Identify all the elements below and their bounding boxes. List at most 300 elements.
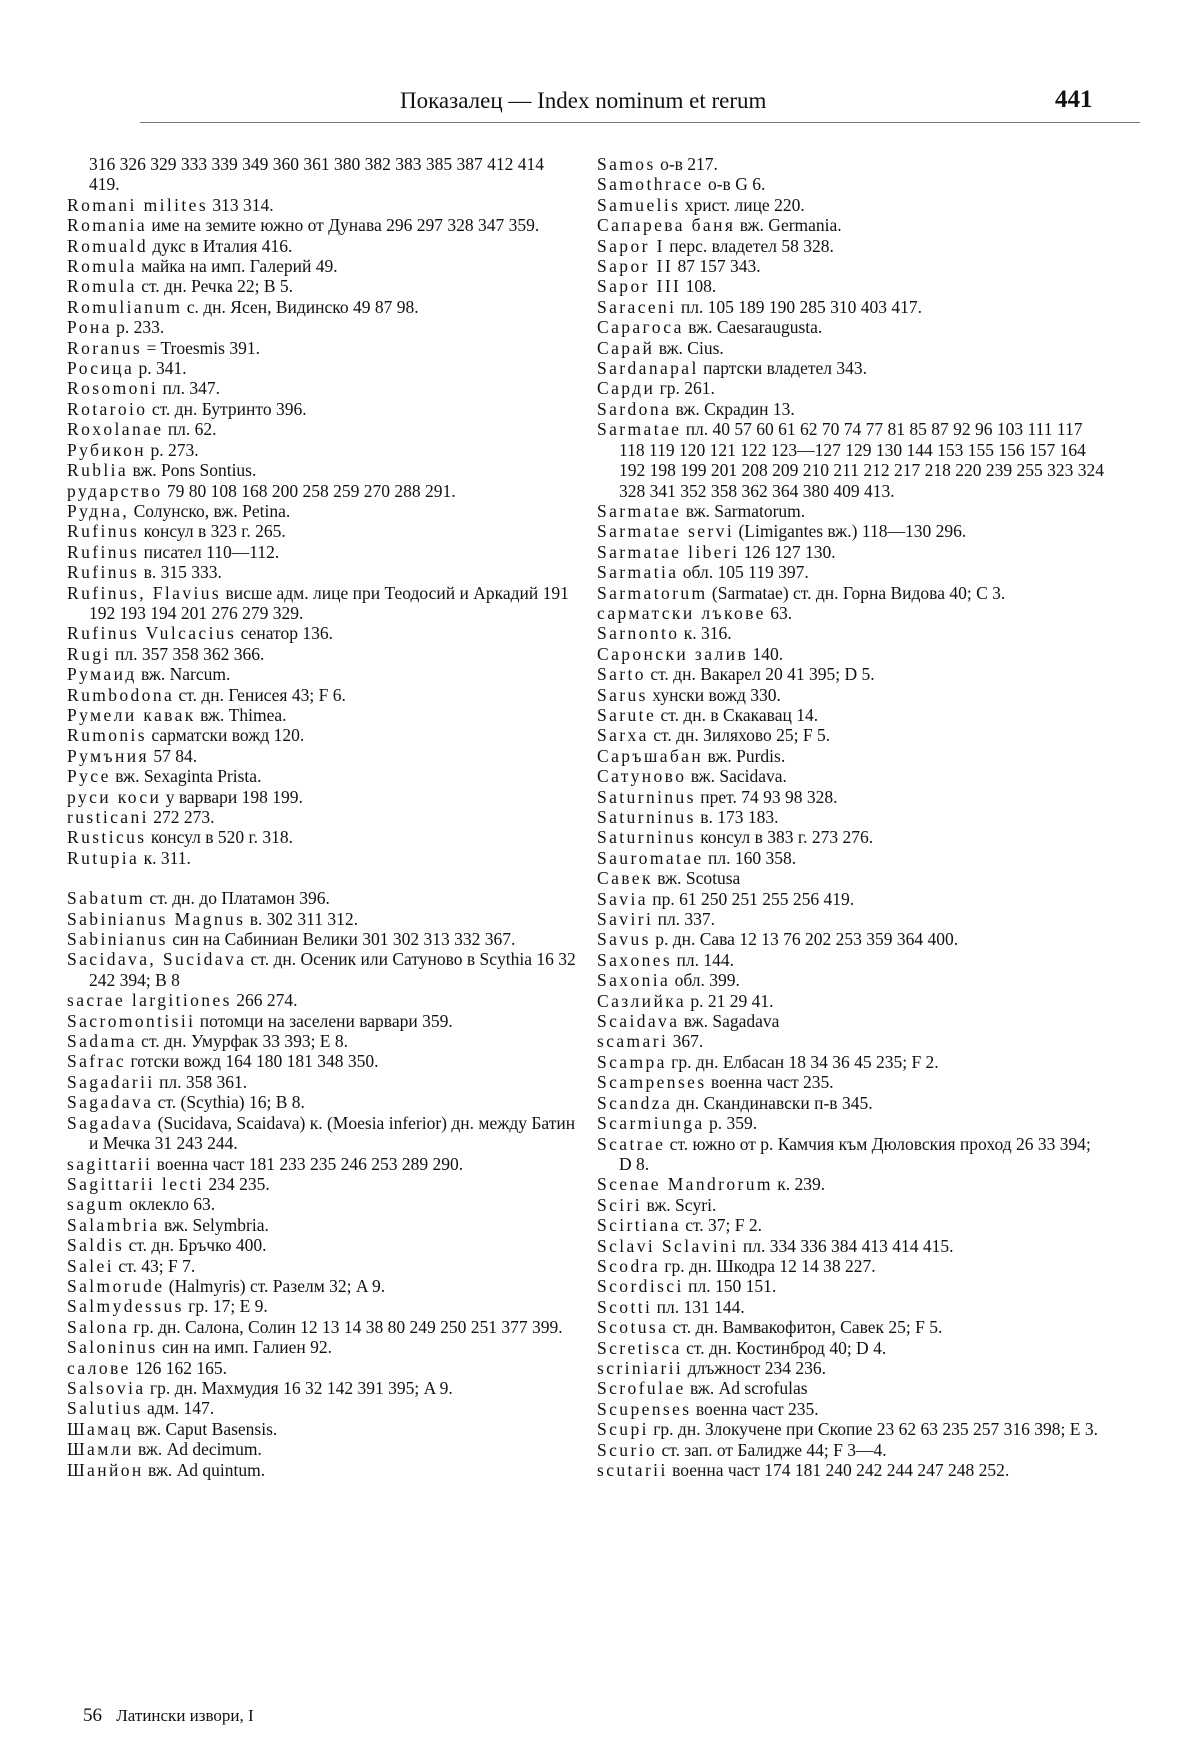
index-entry (67, 215, 577, 235)
index-entry (597, 542, 1107, 562)
entry-headword: Romania (67, 215, 147, 236)
index-entry (597, 215, 1107, 235)
entry-headword: Rufinus, Flavius (67, 582, 222, 603)
index-entry (597, 868, 1107, 888)
entry-text: пл. 105 189 190 285 310 403 417. (680, 296, 923, 317)
index-entry (597, 1460, 1107, 1480)
entry-headword: Romulianum (67, 296, 183, 317)
entry-text: 126 162 165. (135, 1357, 227, 1378)
index-entry (597, 1174, 1107, 1194)
entry-text: р. 359. (708, 1113, 758, 1134)
entry-headword: Рона (67, 317, 112, 338)
entry-headword: Rugi (67, 643, 111, 664)
entry-text: вж. Thimea. (200, 704, 287, 725)
entry-text: ст. дн. до Платамон 396. (149, 888, 330, 909)
entry-text: ст. дн. Осеник или Сатуново в Scythia 16 32 242 394; B 8 (89, 949, 576, 990)
index-entry (67, 1092, 577, 1112)
entry-text: р. 341. (138, 358, 187, 379)
index-entry (597, 583, 1107, 603)
entry-text: вж. Ad scrofulas (690, 1378, 808, 1399)
index-entry (597, 1297, 1107, 1317)
entry-text: ст. дн. Зиляхово 25; F 5. (653, 725, 831, 746)
entry-headword: sagittarii (67, 1153, 153, 1174)
entry-text: ст. 43; F 7. (118, 1255, 196, 1276)
index-entry (597, 807, 1107, 827)
entry-text: вж. Germania. (739, 215, 842, 236)
entry-text: ст. зап. от Балидже 44; F 3—4. (661, 1439, 887, 1460)
entry-headword: Sapor III (597, 276, 682, 297)
entry-text: вж. Narcum. (141, 664, 231, 685)
index-entry (597, 970, 1107, 990)
entry-headword: Scenae Mandrorum (597, 1174, 773, 1195)
index-entry (67, 664, 577, 684)
entry-text: в. 173 183. (700, 807, 779, 827)
entry-text: сенатор 136. (240, 623, 333, 644)
entry-headword: Sardona (597, 398, 672, 419)
entry-headword: Sagittarii lecti (67, 1173, 205, 1194)
entry-text: пл. 144. (676, 949, 734, 970)
index-entry (67, 1460, 577, 1480)
entry-headword: Sapor II (597, 256, 674, 277)
entry-headword: Sapor I (597, 235, 665, 256)
index-entry (597, 1031, 1107, 1051)
entry-text: консул в 323 г. 265. (143, 521, 286, 542)
entry-text: пл. 347. (162, 378, 221, 399)
entry-headword: Saloninus (67, 1337, 158, 1358)
entry-headword: Salutius (67, 1398, 143, 1419)
entry-text: гр. дн. Махмудия 16 32 142 391 395; A 9. (149, 1377, 453, 1398)
index-entry (67, 746, 577, 766)
entry-text: р. 21 29 41. (690, 990, 774, 1011)
index-entry (67, 623, 577, 643)
index-entry (67, 705, 577, 725)
index-entry (67, 501, 577, 521)
entry-text: вж. Purdis. (707, 745, 786, 766)
entry-headword: Rufinus (67, 521, 140, 542)
running-title: Показалец — Index nominum et rerum (400, 88, 767, 113)
entry-headword: Samuelis (597, 194, 681, 215)
index-entry (67, 1051, 577, 1071)
index-entry (597, 1440, 1107, 1460)
entry-headword: Rublia (67, 460, 129, 481)
entry-text: гр. 17; E 9. (188, 1296, 268, 1317)
index-entry (67, 440, 577, 460)
entry-headword: Sagadava (67, 1112, 154, 1133)
entry-headword: Scampenses (597, 1072, 707, 1093)
entry-text: 316 326 329 333 339 349 360 361 380 382 383 385 387 412 414 419. (89, 154, 544, 195)
entry-headword: Sarmatae (597, 419, 682, 440)
entry-headword: Sabinianus Magnus (67, 908, 246, 929)
index-entry (597, 787, 1107, 807)
entry-text: длъжност 234 236. (687, 1357, 826, 1378)
entry-headword: Salsovia (67, 1377, 146, 1398)
entry-headword: Scotusa (597, 1317, 669, 1338)
entry-headword: Sclavi Sclavini (597, 1235, 739, 1256)
index-entry (597, 174, 1107, 194)
entry-text: пл. 40 57 60 61 62 70 74 77 81 85 87 92 96 103 111 117 118 119 120 121 122 123—127 129 130 144 153 155 156 157 164 192 198 199 201 208 209 210 211 212 217 218 220 239 255 323 324 328 341 352 358 362 364 380 409 413. (619, 419, 1104, 501)
entry-headword: Сарай (597, 337, 655, 358)
entry-headword: Rumbodona (67, 684, 175, 705)
entry-text: ст. дн. Костинброд 40; D 4. (686, 1337, 887, 1358)
entry-headword: Sabinianus (67, 929, 168, 950)
entry-headword: Saxones (597, 949, 673, 970)
index-column-right (597, 154, 1107, 1480)
index-entry (597, 256, 1107, 276)
entry-headword: Rotaroio (67, 398, 148, 419)
entry-headword: Sarnonto (597, 623, 680, 644)
entry-text: гр. 261. (659, 378, 715, 399)
entry-text: ст. дн. Вамвакофитон, Савек 25; F 5. (672, 1317, 943, 1338)
entry-headword: Шамац (67, 1418, 133, 1439)
entry-text: с. дн. Ясен, Видинско 49 87 98. (186, 296, 419, 317)
entry-headword: Сазлийка (597, 990, 687, 1011)
entry-text: пл. 131 144. (656, 1296, 745, 1317)
index-entry (67, 1011, 577, 1031)
index-entry (67, 460, 577, 480)
index-entry (67, 685, 577, 705)
index-entry (597, 766, 1107, 786)
entry-headword: Сапарева баня (597, 215, 736, 236)
entry-text: вж. Sarmatorum. (685, 500, 806, 521)
entry-headword: Рубикон (67, 439, 147, 460)
entry-headword: Scurio (597, 1439, 658, 1460)
index-entry (67, 1358, 577, 1378)
entry-headword: Саронски залив (597, 643, 749, 664)
entry-headword: Salona (67, 1316, 130, 1337)
entry-headword: Saviri (597, 909, 654, 930)
entry-headword: rusticani (67, 807, 149, 827)
header-rule (140, 122, 1140, 123)
entry-headword: Sciri (597, 1194, 643, 1215)
index-entry (67, 1215, 577, 1235)
entry-text: ст. дн. Бръчко 400. (128, 1235, 267, 1256)
index-entry (597, 501, 1107, 521)
entry-text: име на земите южно от Дунава 296 297 328 347 359. (151, 215, 540, 236)
entry-text: вж. Ad quintum. (148, 1459, 266, 1480)
entry-text: о-в 217. (660, 154, 718, 174)
entry-headword: Саръшабан (597, 745, 704, 766)
index-entry (67, 358, 577, 378)
entry-headword: Safrac (67, 1051, 127, 1072)
index-entry (597, 644, 1107, 664)
entry-headword: Scotti (597, 1296, 653, 1317)
entry-text: 367. (672, 1031, 704, 1052)
index-entry (67, 1398, 577, 1418)
index-entry (67, 317, 577, 337)
entry-text: р. дн. Сава 12 13 76 202 253 359 364 400. (655, 929, 959, 950)
entry-text: р. 273. (150, 439, 199, 460)
index-entry (67, 542, 577, 562)
entry-headword: sagum (67, 1194, 125, 1215)
entry-text: прет. 74 93 98 328. (700, 786, 838, 807)
entry-headword: Rufinus (67, 541, 140, 562)
index-entry (67, 1256, 577, 1276)
entry-headword: Sauromatae (597, 847, 704, 868)
entry-text: к. 311. (143, 847, 191, 868)
entry-headword: Сарагоса (597, 317, 684, 338)
entry-text: гр. дн. Елбасан 18 34 36 45 235; F 2. (671, 1051, 939, 1072)
index-entry (67, 338, 577, 358)
index-entry (67, 276, 577, 296)
entry-headword: Sabatum (67, 888, 146, 909)
index-entry (597, 1052, 1107, 1072)
entry-headword: Saturninus (597, 827, 696, 848)
entry-text: ст. (Scythia) 16; B 8. (157, 1092, 305, 1113)
entry-headword: Шанйон (67, 1459, 144, 1480)
index-entry (67, 1337, 577, 1357)
entry-text: пл. 150 151. (688, 1276, 777, 1297)
entry-headword: Scirtiana (597, 1215, 681, 1236)
entry-text: к. 316. (683, 623, 732, 644)
index-entry (597, 1378, 1107, 1398)
entry-text: вж. Sagadava (683, 1011, 780, 1032)
entry-headword: салове (67, 1357, 131, 1378)
entry-headword: Scarmiunga (597, 1113, 705, 1134)
entry-headword: Рудна, (67, 500, 130, 521)
index-entry (597, 929, 1107, 949)
entry-headword: Savus (597, 929, 651, 950)
entry-headword: Roxolanae (67, 419, 164, 440)
index-entry (597, 297, 1107, 317)
entry-headword: Scandza (597, 1092, 673, 1113)
entry-text: вж. Скрадин 13. (675, 398, 795, 419)
entry-headword: Salambria (67, 1214, 160, 1235)
entry-text: ст. дн. Умурфак 33 393; E 8. (141, 1031, 349, 1052)
index-entry (597, 1134, 1107, 1175)
entry-headword: Rutupia (67, 847, 140, 868)
index-entry (597, 378, 1107, 398)
entry-text: дн. Скандинавски п-в 345. (676, 1092, 873, 1113)
entry-text: дукс в Италия 416. (152, 235, 293, 256)
index-entry (597, 664, 1107, 684)
entry-headword: Sardanapal (597, 358, 699, 379)
entry-headword: scutarii (597, 1460, 668, 1480)
index-entry (597, 1399, 1107, 1419)
entry-text: пл. 334 336 384 413 414 415. (742, 1235, 954, 1256)
entry-text: пл. 337. (657, 909, 716, 930)
signature-number: 56 (83, 1705, 102, 1726)
entry-text: вж. Caesaraugusta. (688, 317, 823, 338)
entry-text: пл. 358 361. (159, 1071, 248, 1092)
index-entry (597, 705, 1107, 725)
entry-text: писател 110—112. (143, 541, 280, 562)
index-entry (67, 583, 577, 624)
entry-text: р. 233. (116, 317, 165, 338)
index-entry (67, 888, 577, 908)
index-entry (597, 889, 1107, 909)
entry-text: пл. 160 358. (707, 847, 797, 868)
index-entry (597, 1093, 1107, 1113)
entry-headword: Sarto (597, 664, 646, 685)
index-entry (597, 1236, 1107, 1256)
index-entry (67, 1174, 577, 1194)
entry-headword: scamari (597, 1031, 669, 1052)
entry-headword: sacrae largitiones (67, 990, 232, 1011)
entry-headword: Sarmatorum (597, 582, 708, 603)
entry-headword: Romula (67, 256, 137, 277)
entry-text: военна част 235. (695, 1398, 819, 1419)
entry-headword: Румъния (67, 745, 149, 766)
index-entry (597, 991, 1107, 1011)
index-entry (597, 317, 1107, 337)
entry-headword: Sarmatae liberi (597, 541, 740, 562)
entry-text: потомци на заселени варвари 359. (199, 1010, 453, 1031)
entry-text: (Sucidava, Scaidava) к. (Moesia inferior) дн. между Батин и Мечка 31 243 244. (89, 1112, 576, 1154)
index-entry (597, 950, 1107, 970)
index-entry (67, 399, 577, 419)
index-entry (67, 195, 577, 215)
entry-headword: Савек (597, 868, 653, 889)
index-entry (67, 1072, 577, 1092)
entry-text: вж. Caput Basensis. (136, 1418, 278, 1439)
index-entry (597, 399, 1107, 419)
index-entry (67, 949, 577, 990)
index-entry (597, 1276, 1107, 1296)
entry-headword: Sagadava (67, 1092, 154, 1113)
index-entry (67, 236, 577, 256)
entry-text: 108. (685, 276, 717, 297)
index-entry (67, 766, 577, 786)
entry-headword: Saldis (67, 1235, 125, 1256)
page-number: 441 (1055, 86, 1093, 113)
index-entry (67, 154, 577, 195)
entry-headword: Scretisca (597, 1337, 682, 1358)
entry-text: в. 315 333. (143, 562, 222, 583)
footer-text: Латински извори, I (116, 1706, 254, 1725)
entry-text: к. 239. (777, 1174, 826, 1195)
index-entry (67, 787, 577, 807)
entry-text: (Halmyris) ст. Разелм 32; A 9. (168, 1275, 386, 1296)
index-entry (597, 603, 1107, 623)
index-entry (67, 1419, 577, 1439)
index-entry (597, 1317, 1107, 1337)
index-entry (597, 1338, 1107, 1358)
entry-text: 140. (752, 643, 784, 664)
entry-headword: Samothrace (597, 174, 704, 195)
index-entry (67, 481, 577, 501)
index-entry (67, 1194, 577, 1214)
entry-headword: Savia (597, 888, 648, 909)
entry-text: адм. 147. (146, 1398, 215, 1419)
entry-text: вж. Sexaginta Prista. (115, 766, 262, 787)
entry-headword: Romani milites (67, 194, 209, 215)
entry-headword: Rusticus (67, 827, 147, 848)
entry-headword: Salmorude (67, 1275, 165, 1296)
entry-text: ст. 37; F 2. (685, 1215, 763, 1236)
entry-text: военна част 181 233 235 246 253 289 290. (156, 1153, 464, 1174)
entry-headword: Scaidava (597, 1011, 680, 1032)
entry-text: пл. 62. (167, 419, 217, 440)
entry-text: Солунско, вж. Petina. (133, 500, 291, 521)
entry-text: вж. Scyri. (646, 1194, 717, 1215)
index-entry (597, 746, 1107, 766)
index-entry (67, 909, 577, 929)
entry-text: 87 157 343. (677, 256, 761, 277)
entry-headword: Romula (67, 276, 137, 297)
index-entry (597, 685, 1107, 705)
entry-text: консул в 520 г. 318. (150, 827, 294, 848)
entry-headword: Saturninus (597, 807, 696, 827)
index-entry (597, 1215, 1107, 1235)
entry-headword: сарматски лъкове (597, 602, 766, 623)
entry-headword: Сарди (597, 378, 656, 399)
index-entry (67, 419, 577, 439)
index-entry (597, 338, 1107, 358)
entry-text: 79 80 108 168 200 258 259 270 288 291. (166, 480, 456, 501)
entry-headword: Roranus (67, 337, 143, 358)
entry-text: обл. 105 119 397. (682, 562, 809, 583)
entry-headword: Сатуново (597, 766, 687, 787)
entry-text: хунски вожд 330. (652, 684, 781, 705)
entry-headword: Saraceni (597, 296, 677, 317)
entry-headword: Sadama (67, 1031, 137, 1052)
index-entry (597, 419, 1107, 501)
index-entry (67, 1317, 577, 1337)
entry-headword: Saxonia (597, 970, 671, 991)
index-entry (67, 1296, 577, 1316)
entry-headword: Samos (597, 154, 656, 174)
page-header (0, 88, 1200, 128)
entry-headword: Scampa (597, 1051, 667, 1072)
index-entry (67, 521, 577, 541)
entry-text: ст. южно от р. Камчия към Дюловския проход 26 33 394; D 8. (619, 1133, 1091, 1174)
index-entry (597, 1113, 1107, 1133)
entry-text: военна част 235. (710, 1072, 834, 1093)
index-entry (597, 827, 1107, 847)
entry-headword: Rufinus (67, 562, 140, 583)
index-entry (67, 1154, 577, 1174)
entry-headword: Sacidava, Sucidava (67, 949, 247, 970)
entry-headword: Rufinus Vulcacius (67, 623, 237, 644)
index-entry (597, 521, 1107, 541)
entry-text: висше адм. лице при Теодосий и Аркадий 191 192 193 194 201 276 279 329. (89, 582, 569, 623)
entry-headword: Русе (67, 766, 111, 787)
entry-headword: scriniarii (597, 1357, 684, 1378)
entry-text: гр. дн. Салона, Солин 12 13 14 38 80 249 250 251 377 399. (133, 1316, 563, 1337)
entry-headword: Sarmatae servi (597, 521, 735, 542)
entry-headword: Saturninus (597, 786, 696, 807)
index-entry (597, 276, 1107, 296)
entry-headword: Scatrae (597, 1133, 666, 1154)
entry-text: обл. 399. (674, 970, 740, 991)
entry-headword: рударство (67, 480, 163, 501)
index-entry (67, 1235, 577, 1255)
entry-text: (Sarmatae) ст. дн. Горна Видова 40; C 3. (711, 582, 1006, 603)
entry-text: (Limigantes вж.) 118—130 296. (738, 521, 967, 542)
entry-headword: Salmydessus (67, 1296, 184, 1317)
entry-text: 63. (770, 602, 793, 623)
entry-headword: Sagadarii (67, 1071, 155, 1092)
entry-headword: Scordisci (597, 1276, 684, 1297)
index-column-left (67, 154, 577, 1480)
index-entry (67, 1378, 577, 1398)
index-entry (597, 154, 1107, 174)
entry-text: гр. дн. Шкодра 12 14 38 227. (664, 1255, 876, 1276)
entry-text: у варвари 198 199. (165, 786, 303, 807)
entry-text: пр. 61 250 251 255 256 419. (652, 888, 855, 909)
index-entry (67, 807, 577, 827)
entry-text: 57 84. (153, 745, 198, 766)
entry-text: 234 235. (208, 1173, 270, 1194)
entry-headword: Salei (67, 1255, 114, 1276)
index-entry (67, 256, 577, 276)
index-entry (597, 725, 1107, 745)
entry-text: христ. лице 220. (684, 194, 805, 215)
entry-text: консул в 383 г. 273 276. (700, 827, 874, 848)
index-entry (67, 297, 577, 317)
index-entry (67, 644, 577, 664)
entry-text: вж. Cius. (658, 337, 724, 358)
